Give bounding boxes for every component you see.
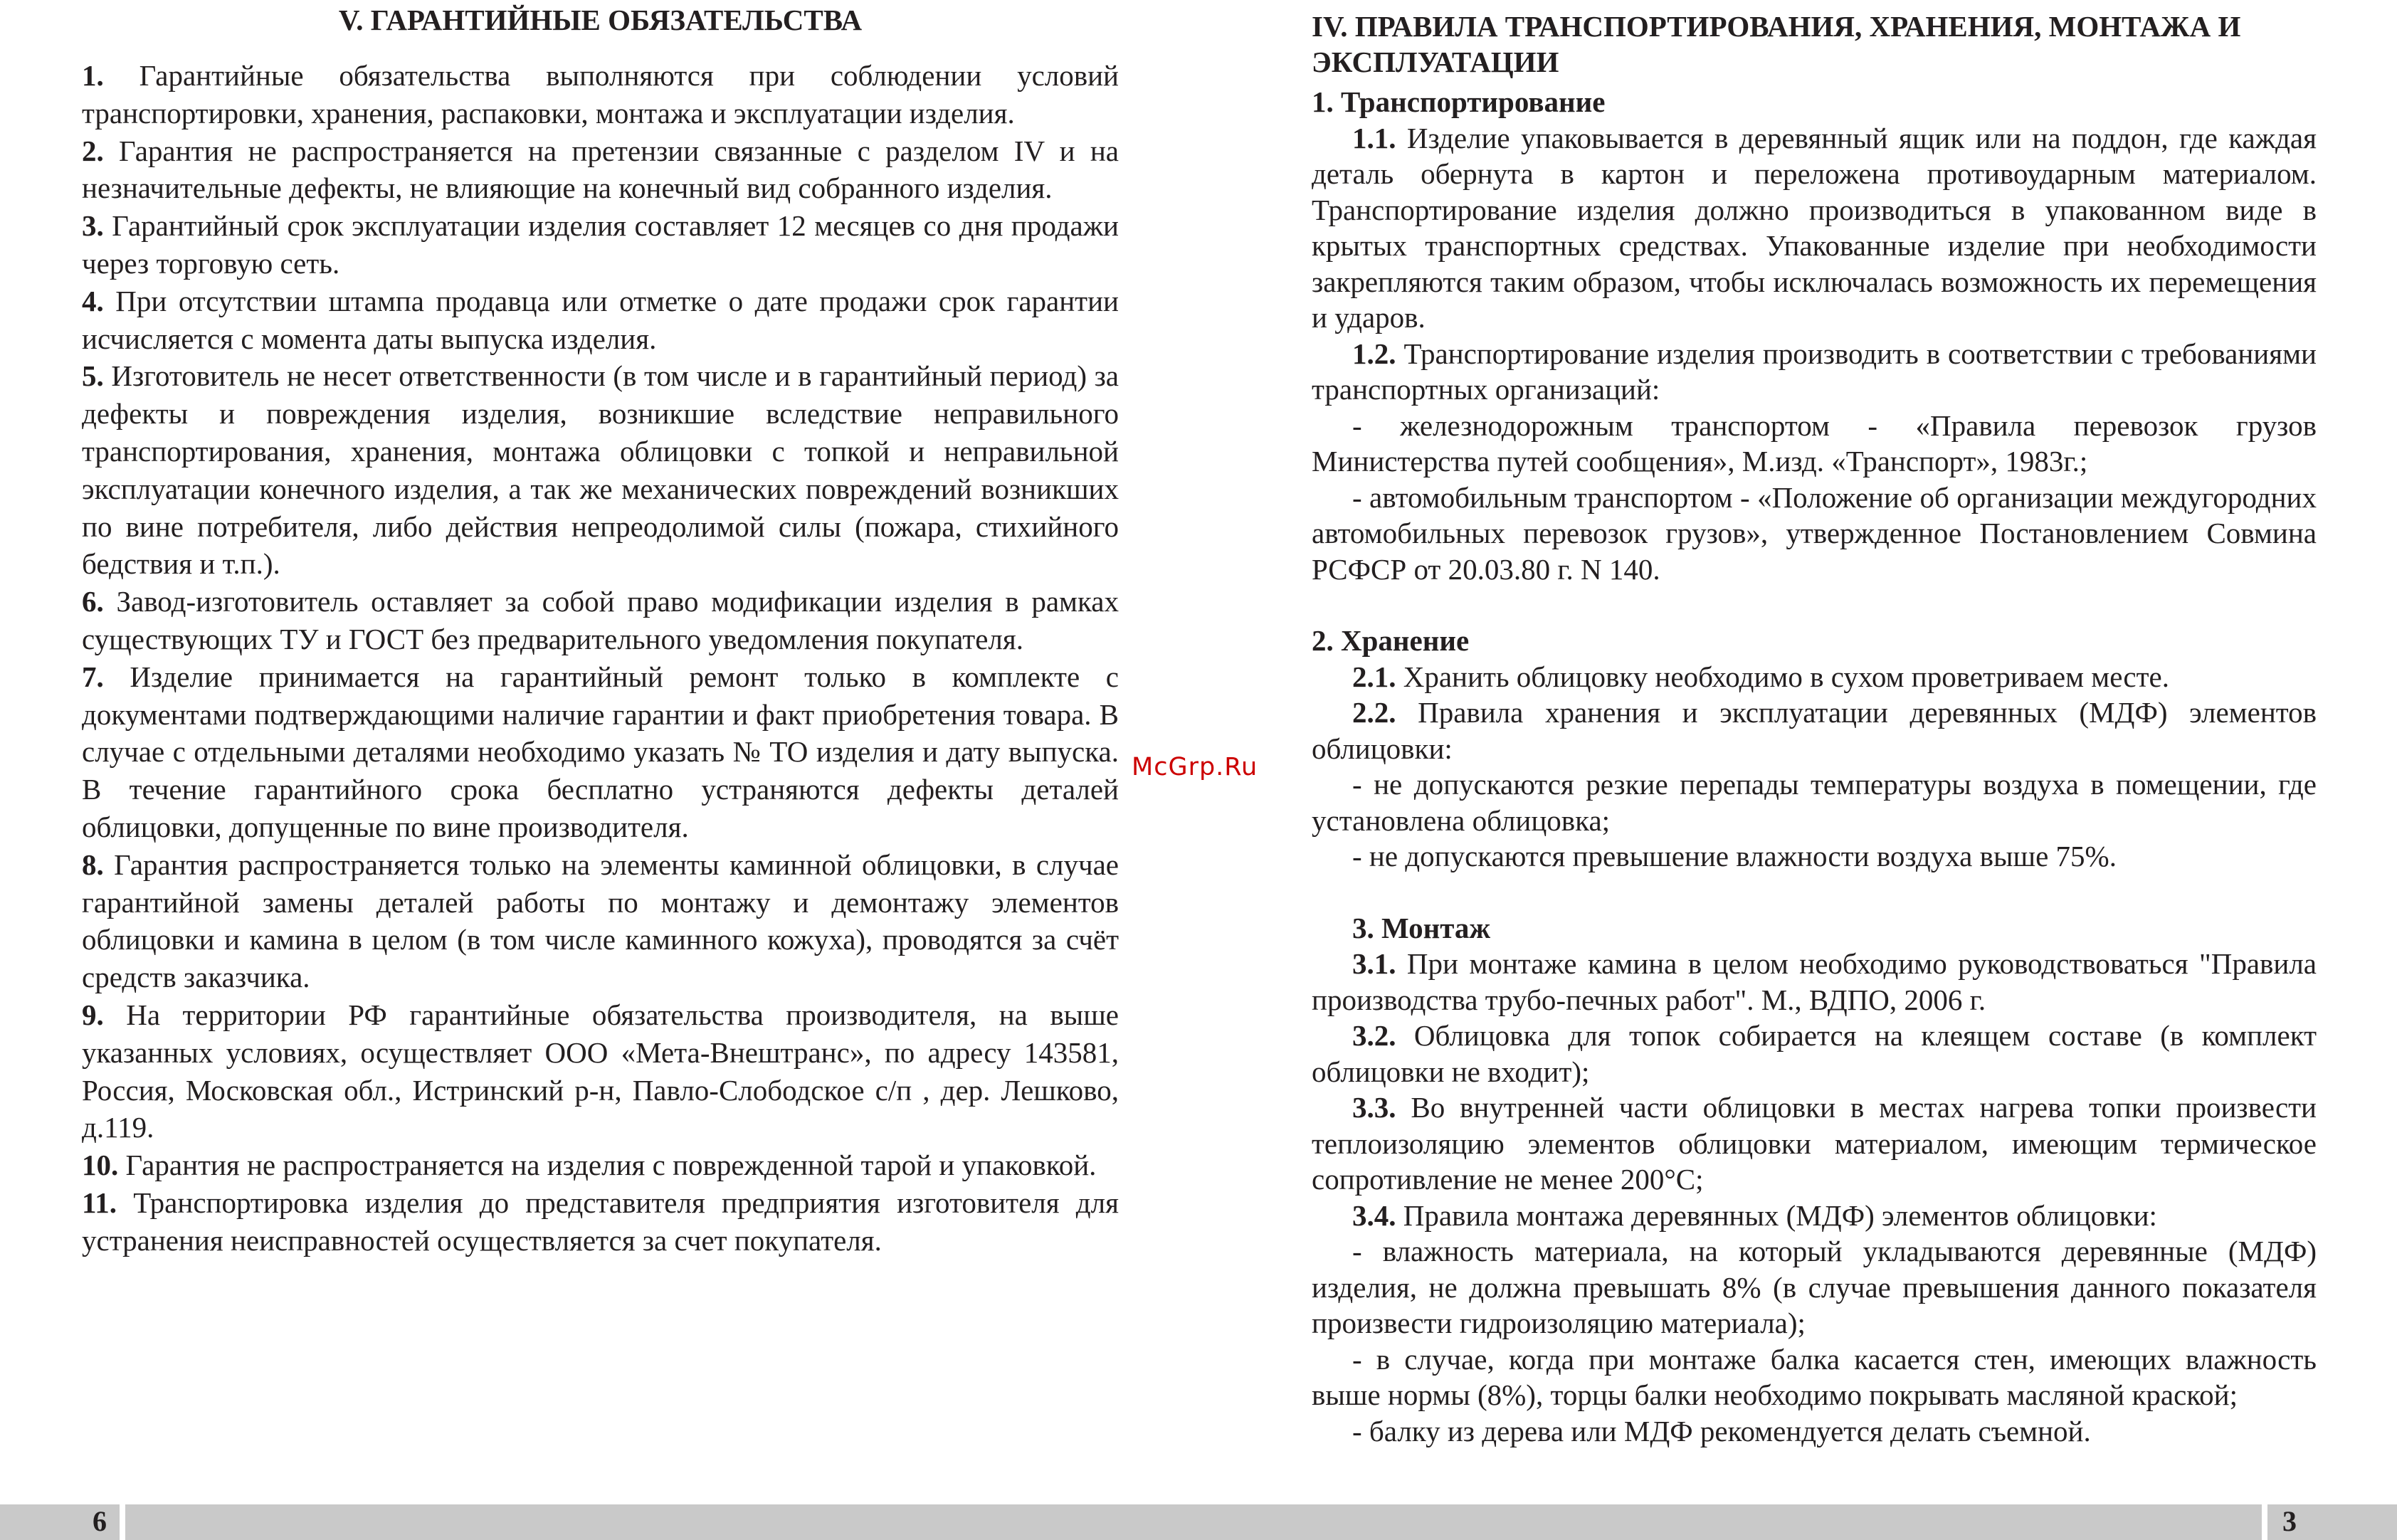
warranty-item — [82, 996, 1119, 1146]
item-number: 11. — [82, 1186, 117, 1219]
item-text: Транспортировка изделия до представителя предприятия изготовителя для устранения неисправностей осуществляется за счет покупателя. — [82, 1186, 1119, 1257]
item-text: Гарантийные обязательства выполняются при соблюдении условий транспортировки, хранения, распаковки, монтажа и эксплуатации изделия. — [82, 59, 1119, 130]
item-number: 1. — [82, 59, 104, 92]
warranty-item — [82, 583, 1119, 658]
item-number: 2. — [82, 134, 104, 167]
warranty-item — [82, 283, 1119, 358]
page-number-left: 6 — [93, 1505, 107, 1537]
watermark: McGrp.Ru — [1132, 753, 1258, 781]
item-text: Транспортирование изделия производить в соответствии с требованиями транспортных организаций: — [1312, 337, 2317, 406]
item-text: Гарантия не распространяется на изделия с поврежденной тарой и упаковкой. — [118, 1149, 1097, 1182]
item-number: 1.1. — [1352, 121, 1396, 154]
warranty-item — [82, 357, 1119, 583]
item-number: 4. — [82, 284, 104, 317]
item-number: 8. — [82, 848, 104, 881]
item-text: Изделие принимается на гарантийный ремонт только в комплекте с документами подтверждающими наличие гарантии и факт приобретения товара. В случае с отдельными деталями необходимо указать № ТО изделия и дату выпуска. В течение гарантийного срока бесплатно устраняются дефекты деталей облицовки, допущенные по вине производителя. — [82, 660, 1119, 843]
paragraph-3-2 — [1312, 1018, 2317, 1090]
item-number: 3.3. — [1352, 1091, 1396, 1124]
warranty-title: V. ГАРАНТИЙНЫЕ ОБЯЗАТЕЛЬСТВА — [338, 4, 863, 36]
paragraph-3-3 — [1312, 1090, 2317, 1198]
section-heading-transport: 1. Транспортирование — [1312, 85, 1606, 118]
paragraph-auto: - автомобильным транспортом - «Положение об организации междугородних автомобильных перевозок грузов», утвержденное Постановлением Совмина РСФСР от 20.03.80 г. N 140. — [1312, 480, 2317, 586]
item-number: 3.2. — [1352, 1019, 1396, 1052]
item-text: Гарантия распространяется только на элементы каминной облицовки, в случае гарантийной замены деталей работы по монтажу и демонтажу элементов облицовки и камина в целом (в том числе каминного кожуха), проводятся за счёт средств заказчика. — [82, 848, 1119, 994]
paragraph-removable-beam: - балку из дерева или МДФ рекомендуется делать съемной. — [1352, 1414, 2091, 1447]
rules-title: IV. ПРАВИЛА ТРАНСПОРТИРОВАНИЯ, ХРАНЕНИЯ, МОНТАЖА И ЭКСПЛУАТАЦИИ — [1312, 10, 2241, 78]
warranty-item — [82, 207, 1119, 283]
paragraph-rail: - железнодорожным транспортом - «Правила перевозок грузов Министерства путей сообщения», М.изд. «Транспорт», 1983г.; — [1312, 408, 2317, 478]
footer-bar-left — [0, 1504, 1198, 1540]
item-text: Во внутренней части облицовки в местах нагрева топки произвести теплоизоляцию элементов облицовки материалом, имеющим термическое сопротивление не менее 200°С; — [1312, 1091, 2317, 1196]
paragraph-moisture: - влажность материала, на который укладываются деревянные (МДФ) изделия, не должна превышать 8% (в случае превышения данного показателя произвести гидроизоляцию материала); — [1312, 1235, 2317, 1339]
warranty-list — [82, 57, 1119, 1260]
item-text: Завод-изготовитель оставляет за собой право модификации изделия в рамках существующих ТУ и ГОСТ без предварительного уведомления покупателя. — [82, 585, 1119, 655]
item-number: 1.2. — [1352, 337, 1396, 370]
item-text: При монтаже камина в целом необходимо руководствоваться "Правила производства трубо-печных работ". М., ВДПО, 2006 г. — [1312, 947, 2317, 1016]
item-number: 10. — [82, 1149, 119, 1182]
item-text: Изделие упаковывается в деревянный ящик или на поддон, где каждая деталь обернута в картон и переложена противоударным материалом. Транспортирование изделия должно производиться в упакованном виде в крытых транспортных средствах. Упакованные изделие при необходимости закрепляются таким образом, чтобы исключалась возможность их перемещения и ударов. — [1312, 121, 2317, 334]
item-number: 9. — [82, 998, 104, 1031]
footer-separator — [120, 1504, 125, 1540]
item-text: Гарантия не распространяется на претензии связанные с разделом IV и на незначительные дефекты, не влияющие на конечный вид собранного изделия. — [82, 134, 1119, 205]
item-number: 3.4. — [1352, 1198, 1396, 1232]
paragraph-temperature: - не допускаются резкие перепады температуры воздуха в помещении, где установлена облицовка; — [1312, 768, 2317, 837]
rules-section — [1312, 0, 2317, 1449]
footer-separator — [2262, 1504, 2267, 1540]
item-text: Правила монтажа деревянных (МДФ) элементов облицовки: — [1396, 1198, 2157, 1232]
item-text: Облицовка для топок собирается на клеящем составе (в комплект облицовки не входит); — [1312, 1019, 2317, 1088]
paragraph-wall-contact: - в случае, когда при монтаже балка касается стен, имеющих влажность выше нормы (8%), торцы балки необходимо покрывать масляной краской; — [1312, 1342, 2317, 1411]
item-text: Хранить облицовку необходимо в сухом проветриваем месте. — [1396, 660, 2169, 693]
warranty-item — [82, 132, 1119, 208]
paragraph-3-4 — [1312, 1198, 2317, 1234]
paragraph-1-1 — [1312, 120, 2317, 336]
page-number-right: 3 — [2282, 1505, 2297, 1537]
warranty-item — [82, 57, 1119, 132]
item-number: 2.2. — [1352, 696, 1396, 729]
warranty-item — [82, 1184, 1119, 1260]
warranty-item — [82, 1146, 1119, 1184]
paragraph-1-2 — [1312, 336, 2317, 408]
paragraph-2-1 — [1312, 659, 2317, 695]
item-text: На территории РФ гарантийные обязательства производителя, на выше указанных условиях, осуществляет ООО «Мета-Внештранс», по адресу 143581, Россия, Московская обл., Истринский р-н, Павло-Слободское с/п , дер. Лешково, д.119. — [82, 998, 1119, 1144]
item-number: 3. — [82, 209, 104, 243]
item-number: 7. — [82, 660, 104, 693]
paragraph-3-1 — [1312, 946, 2317, 1018]
paragraph-humidity: - не допускаются превышение влажности воздуха выше 75%. — [1352, 840, 2117, 872]
section-heading-storage: 2. Хранение — [1312, 624, 1470, 657]
left-page — [0, 0, 1198, 1540]
paragraph-2-2 — [1312, 695, 2317, 766]
item-text: Изготовитель не несет ответственности (в том числе и в гарантийный период) за дефекты и повреждения изделия, возникшие вследствие неправильного транспортирования, хранения, монтажа облицовки с топкой и неправильной эксплуатации конечного изделия, а так же механических повреждений возникших по вине потребителя, либо действия непреодолимой силы (пожара, стихийного бедствия и т.п.). — [82, 359, 1119, 581]
item-text: Гарантийный срок эксплуатации изделия составляет 12 месяцев со дня продажи через торговую сеть. — [82, 209, 1119, 280]
item-text: Правила хранения и эксплуатации деревянных (МДФ) элементов облицовки: — [1312, 696, 2317, 765]
right-page — [1198, 0, 2397, 1540]
item-number: 6. — [82, 585, 104, 618]
section-heading-mounting: 3. Монтаж — [1352, 911, 1491, 944]
item-number: 5. — [82, 359, 104, 393]
warranty-section — [82, 0, 1119, 1260]
warranty-item — [82, 846, 1119, 996]
item-number: 3.1. — [1352, 947, 1396, 980]
footer-bar-right — [1198, 1504, 2397, 1540]
warranty-item — [82, 658, 1119, 846]
item-text: При отсутствии штампа продавца или отметке о дате продажи срок гарантии исчисляется с момента даты выпуска изделия. — [82, 284, 1119, 355]
item-number: 2.1. — [1352, 660, 1396, 693]
